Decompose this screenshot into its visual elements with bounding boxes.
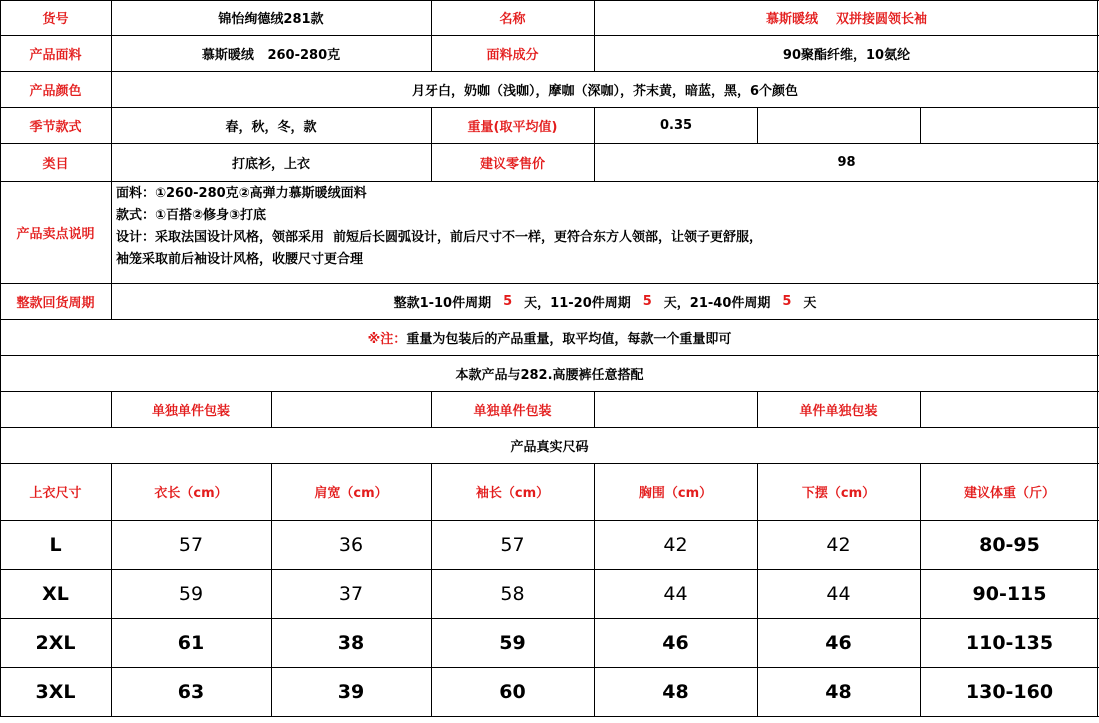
restock-days-2: 5 <box>642 293 652 309</box>
size-row-l <box>0 520 1099 569</box>
grid-line <box>594 107 595 181</box>
row-category <box>0 143 1099 181</box>
selling-line-design: 设计：采取法国设计风格，领部采用 前短后长圆弧设计，前后尺寸不一样，更符合东方人领部，让领子更舒服， <box>116 230 763 245</box>
row-packaging <box>0 391 1099 427</box>
restock-part-4: 天 <box>803 295 817 311</box>
grid-line <box>0 319 1099 320</box>
size-table-title: 产品真实尺码 <box>510 439 589 455</box>
size-row-xl <box>0 569 1099 618</box>
size-cell: XL <box>42 582 69 605</box>
grid-line <box>271 463 272 717</box>
size-header-shoulder: 肩宽（cm） <box>314 486 388 501</box>
category-value: 打底衫，上衣 <box>231 156 310 172</box>
size-cell: 63 <box>177 680 205 703</box>
grid-line <box>111 463 112 717</box>
grid-line <box>757 391 758 427</box>
restock-part-1: 整款1-10件周期 <box>393 295 492 311</box>
note-text: 重量为包装后的产品重量，取平均值，每款一个重量即可 <box>406 331 732 347</box>
grid-line <box>111 0 112 319</box>
size-header-length: 衣长（cm） <box>154 486 228 501</box>
selling-text <box>111 181 1099 283</box>
row-fabric <box>0 35 1099 71</box>
grid-line <box>0 71 1099 72</box>
grid-line <box>0 463 1099 464</box>
season-label: 季节款式 <box>29 119 82 135</box>
grid-line <box>431 107 432 181</box>
price-value: 98 <box>837 154 856 170</box>
grid-line <box>0 569 1099 570</box>
fabric-value: 慕斯暖绒 260-280克 <box>201 47 341 63</box>
size-cell: 80-95 <box>979 533 1040 556</box>
selling-line-fabric: 面料：①260-280克②高弹力慕斯暖绒面料 <box>116 186 367 201</box>
grid-line <box>0 0 1099 1</box>
weight-value: 0.35 <box>660 117 693 133</box>
row-restock <box>0 283 1099 319</box>
grid-line <box>0 355 1099 356</box>
item-no-value: 锦怡绚德绒281款 <box>218 12 324 27</box>
size-cell: 46 <box>825 631 852 654</box>
grid-line <box>0 520 1099 521</box>
size-cell: 44 <box>663 582 688 605</box>
grid-line <box>0 181 1099 182</box>
color-label: 产品颜色 <box>29 83 82 99</box>
size-cell: 39 <box>337 680 365 703</box>
size-cell: 48 <box>662 680 689 703</box>
size-row-3xl <box>0 667 1099 716</box>
size-cell: 48 <box>825 680 852 703</box>
grid-line <box>594 463 595 717</box>
size-cell: 2XL <box>35 631 76 654</box>
size-header-row <box>0 463 1099 520</box>
price-label: 建议零售价 <box>479 156 545 172</box>
name-value: 慕斯暖绒 双拼接圆领长袖 <box>765 12 928 27</box>
size-cell: 58 <box>500 582 525 605</box>
size-cell: 57 <box>178 533 204 556</box>
size-header-size: 上衣尺寸 <box>29 486 82 501</box>
restock-label: 整款回货周期 <box>16 295 95 311</box>
color-value: 月牙白，奶咖（浅咖），摩咖（深咖），芥末黄，暗蓝，黑，6个颜色 <box>411 83 799 99</box>
weight-label: 重量(取平均值) <box>467 119 558 135</box>
row-size-title <box>0 427 1099 463</box>
size-cell: 44 <box>826 582 851 605</box>
row-item-no <box>0 0 1099 35</box>
size-cell: 42 <box>663 533 688 556</box>
size-cell: 61 <box>177 631 205 654</box>
size-cell: 37 <box>338 582 364 605</box>
size-header-weight: 建议体重（斤） <box>963 486 1055 501</box>
size-cell: 59 <box>499 631 526 654</box>
selling-line-sleeve: 袖笼采取前后袖设计风格，收腰尺寸更合理 <box>116 252 364 267</box>
grid-line <box>0 143 1099 144</box>
grid-line <box>0 391 1099 392</box>
row-note <box>0 319 1099 355</box>
size-cell: 42 <box>826 533 851 556</box>
grid-line <box>431 0 432 71</box>
grid-line <box>594 391 595 427</box>
note-prefix: ※注： <box>367 331 407 347</box>
matching-text: 本款产品与282.高腰裤任意搭配 <box>455 367 644 383</box>
grid-line <box>0 427 1099 428</box>
selling-label: 产品卖点说明 <box>16 226 95 242</box>
size-cell: 60 <box>499 680 526 703</box>
restock-part-3: 天，21-40件周期 <box>663 295 771 311</box>
row-selling-points <box>0 181 1099 283</box>
size-cell: 57 <box>500 533 525 556</box>
restock-days-1: 5 <box>503 293 513 309</box>
grid-line <box>0 35 1099 36</box>
grid-line <box>0 283 1099 284</box>
size-cell: L <box>49 533 62 556</box>
grid-line <box>431 391 432 427</box>
grid-line <box>757 107 758 143</box>
size-cell: 59 <box>178 582 204 605</box>
composition-value: 90聚酯纤维，10氨纶 <box>782 47 911 63</box>
item-no-label: 货号 <box>42 12 69 27</box>
grid-line <box>920 107 921 143</box>
grid-line <box>0 716 1099 717</box>
size-header-chest: 胸围（cm） <box>638 486 713 501</box>
size-row-2xl <box>0 618 1099 667</box>
packaging-3: 单件单独包装 <box>799 403 878 419</box>
grid-line <box>920 463 921 717</box>
grid-line <box>271 391 272 427</box>
grid-line <box>594 0 595 71</box>
packaging-2: 单独单件包装 <box>473 403 552 419</box>
size-header-hem: 下摆（cm） <box>801 486 876 501</box>
season-value: 春，秋，冬，款 <box>225 119 317 135</box>
fabric-label: 产品面料 <box>29 47 82 63</box>
row-color <box>0 71 1099 107</box>
row-season <box>0 107 1099 143</box>
restock-value <box>111 283 1099 319</box>
name-label: 名称 <box>499 12 526 27</box>
grid-line <box>111 391 112 427</box>
grid-line <box>0 0 1 717</box>
restock-part-2: 天，11-20件周期 <box>524 295 631 311</box>
size-cell: 90-115 <box>972 582 1047 605</box>
category-label: 类目 <box>42 156 69 172</box>
selling-line-style: 款式：①百搭②修身③打底 <box>116 208 267 223</box>
grid-line <box>0 618 1099 619</box>
size-cell: 130-160 <box>965 680 1054 703</box>
packaging-1: 单独单件包装 <box>151 403 230 419</box>
size-cell: 38 <box>337 631 365 654</box>
composition-label: 面料成分 <box>486 47 539 63</box>
restock-days-3: 5 <box>782 293 792 309</box>
size-cell: 36 <box>338 533 364 556</box>
note <box>0 319 1099 355</box>
row-matching <box>0 355 1099 391</box>
size-cell: 3XL <box>35 680 76 703</box>
size-header-sleeve: 袖长（cm） <box>475 486 550 501</box>
grid-line <box>757 463 758 717</box>
size-cell: 110-135 <box>965 631 1054 654</box>
grid-line <box>431 463 432 717</box>
grid-line <box>0 107 1099 108</box>
grid-line <box>0 667 1099 668</box>
size-cell: 46 <box>662 631 689 654</box>
grid-line <box>920 391 921 427</box>
grid-line <box>1097 0 1098 717</box>
